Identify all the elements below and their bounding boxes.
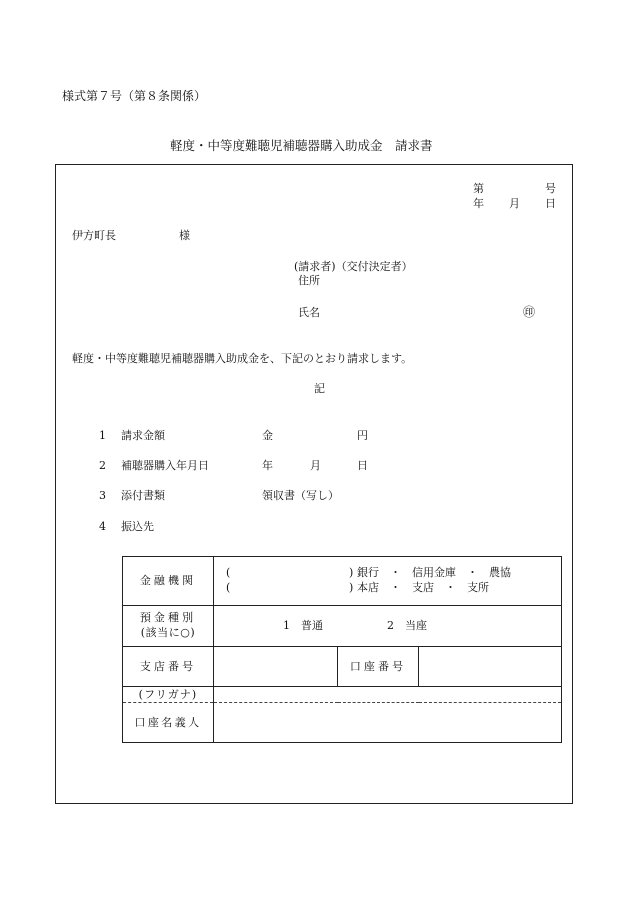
claimant-name-label: 氏名: [298, 306, 320, 319]
branch-number-field[interactable]: [214, 647, 338, 687]
deposit-type-field[interactable]: [214, 606, 562, 647]
deposit-type-label: [123, 606, 214, 647]
furigana-field[interactable]: [214, 687, 562, 703]
deposit-type-label-main: 預金種別: [139, 611, 197, 625]
item-value: 年: [262, 459, 273, 472]
form-id: 様式第７号（第８条関係）: [62, 89, 207, 103]
date-year: 年: [473, 197, 484, 210]
document-title: 軽度・中等度難聴児補聴器購入助成金 請求書: [170, 138, 433, 153]
branch-types: 本店 ・ 支店 ・ 支所: [357, 581, 489, 594]
item-value: 円: [357, 429, 368, 442]
account-number-field[interactable]: [419, 647, 562, 687]
item-number: 2: [99, 459, 106, 472]
claimant-address-label: 住所: [298, 274, 320, 287]
deposit-option-checking[interactable]: 2 当座: [387, 619, 427, 632]
account-holder-field[interactable]: [214, 703, 562, 743]
item-number: 3: [99, 489, 106, 502]
item-label: 振込先: [121, 520, 154, 533]
addressee-name: 伊方町長: [72, 229, 116, 242]
institution-field[interactable]: [214, 557, 562, 606]
item-number: 1: [99, 429, 106, 442]
paren-close: ): [349, 581, 354, 594]
institution-label: 金融機関: [123, 557, 214, 606]
table-row: [123, 687, 562, 703]
paren-open: (: [226, 581, 231, 594]
item-number: 4: [99, 520, 106, 533]
deposit-option-ordinary[interactable]: 1 普通: [283, 619, 323, 632]
item-value: 月: [310, 459, 321, 472]
addressee-honorific: 様: [179, 229, 190, 242]
date-day: 日: [545, 197, 556, 210]
ki-heading: 記: [314, 382, 325, 395]
account-holder-label: 口座名義人: [123, 703, 214, 743]
seal-mark: ㊞: [523, 305, 536, 319]
item-value: 日: [357, 459, 368, 472]
item-value: 金: [262, 429, 273, 442]
paren-close: ): [349, 566, 354, 579]
item-value: 領収書（写し）: [262, 489, 339, 502]
date-month: 月: [509, 197, 520, 210]
bank-account-table: [122, 556, 562, 743]
table-row: [123, 647, 562, 687]
account-number-label: 口座番号: [338, 647, 419, 687]
table-row: [123, 606, 562, 647]
table-row: [123, 557, 562, 606]
branch-number-label: 支店番号: [123, 647, 214, 687]
doc-number-suffix: 号: [545, 182, 556, 195]
furigana-label: (フリガナ): [123, 687, 214, 703]
institution-types: 銀行 ・ 信用金庫 ・ 農協: [357, 566, 511, 579]
item-label: 補聴器購入年月日: [121, 459, 209, 472]
doc-number-prefix: 第: [473, 182, 484, 195]
table-row: [123, 703, 562, 743]
deposit-type-label-note: (該当に○): [140, 626, 196, 639]
item-label: 添付書類: [121, 489, 165, 502]
request-statement: 軽度・中等度難聴児補聴器購入助成金を、下記のとおり請求します。: [72, 352, 413, 365]
item-label: 請求金額: [121, 429, 165, 442]
paren-open: (: [226, 566, 231, 579]
claimant-role: (請求者)（交付決定者）: [294, 260, 413, 273]
